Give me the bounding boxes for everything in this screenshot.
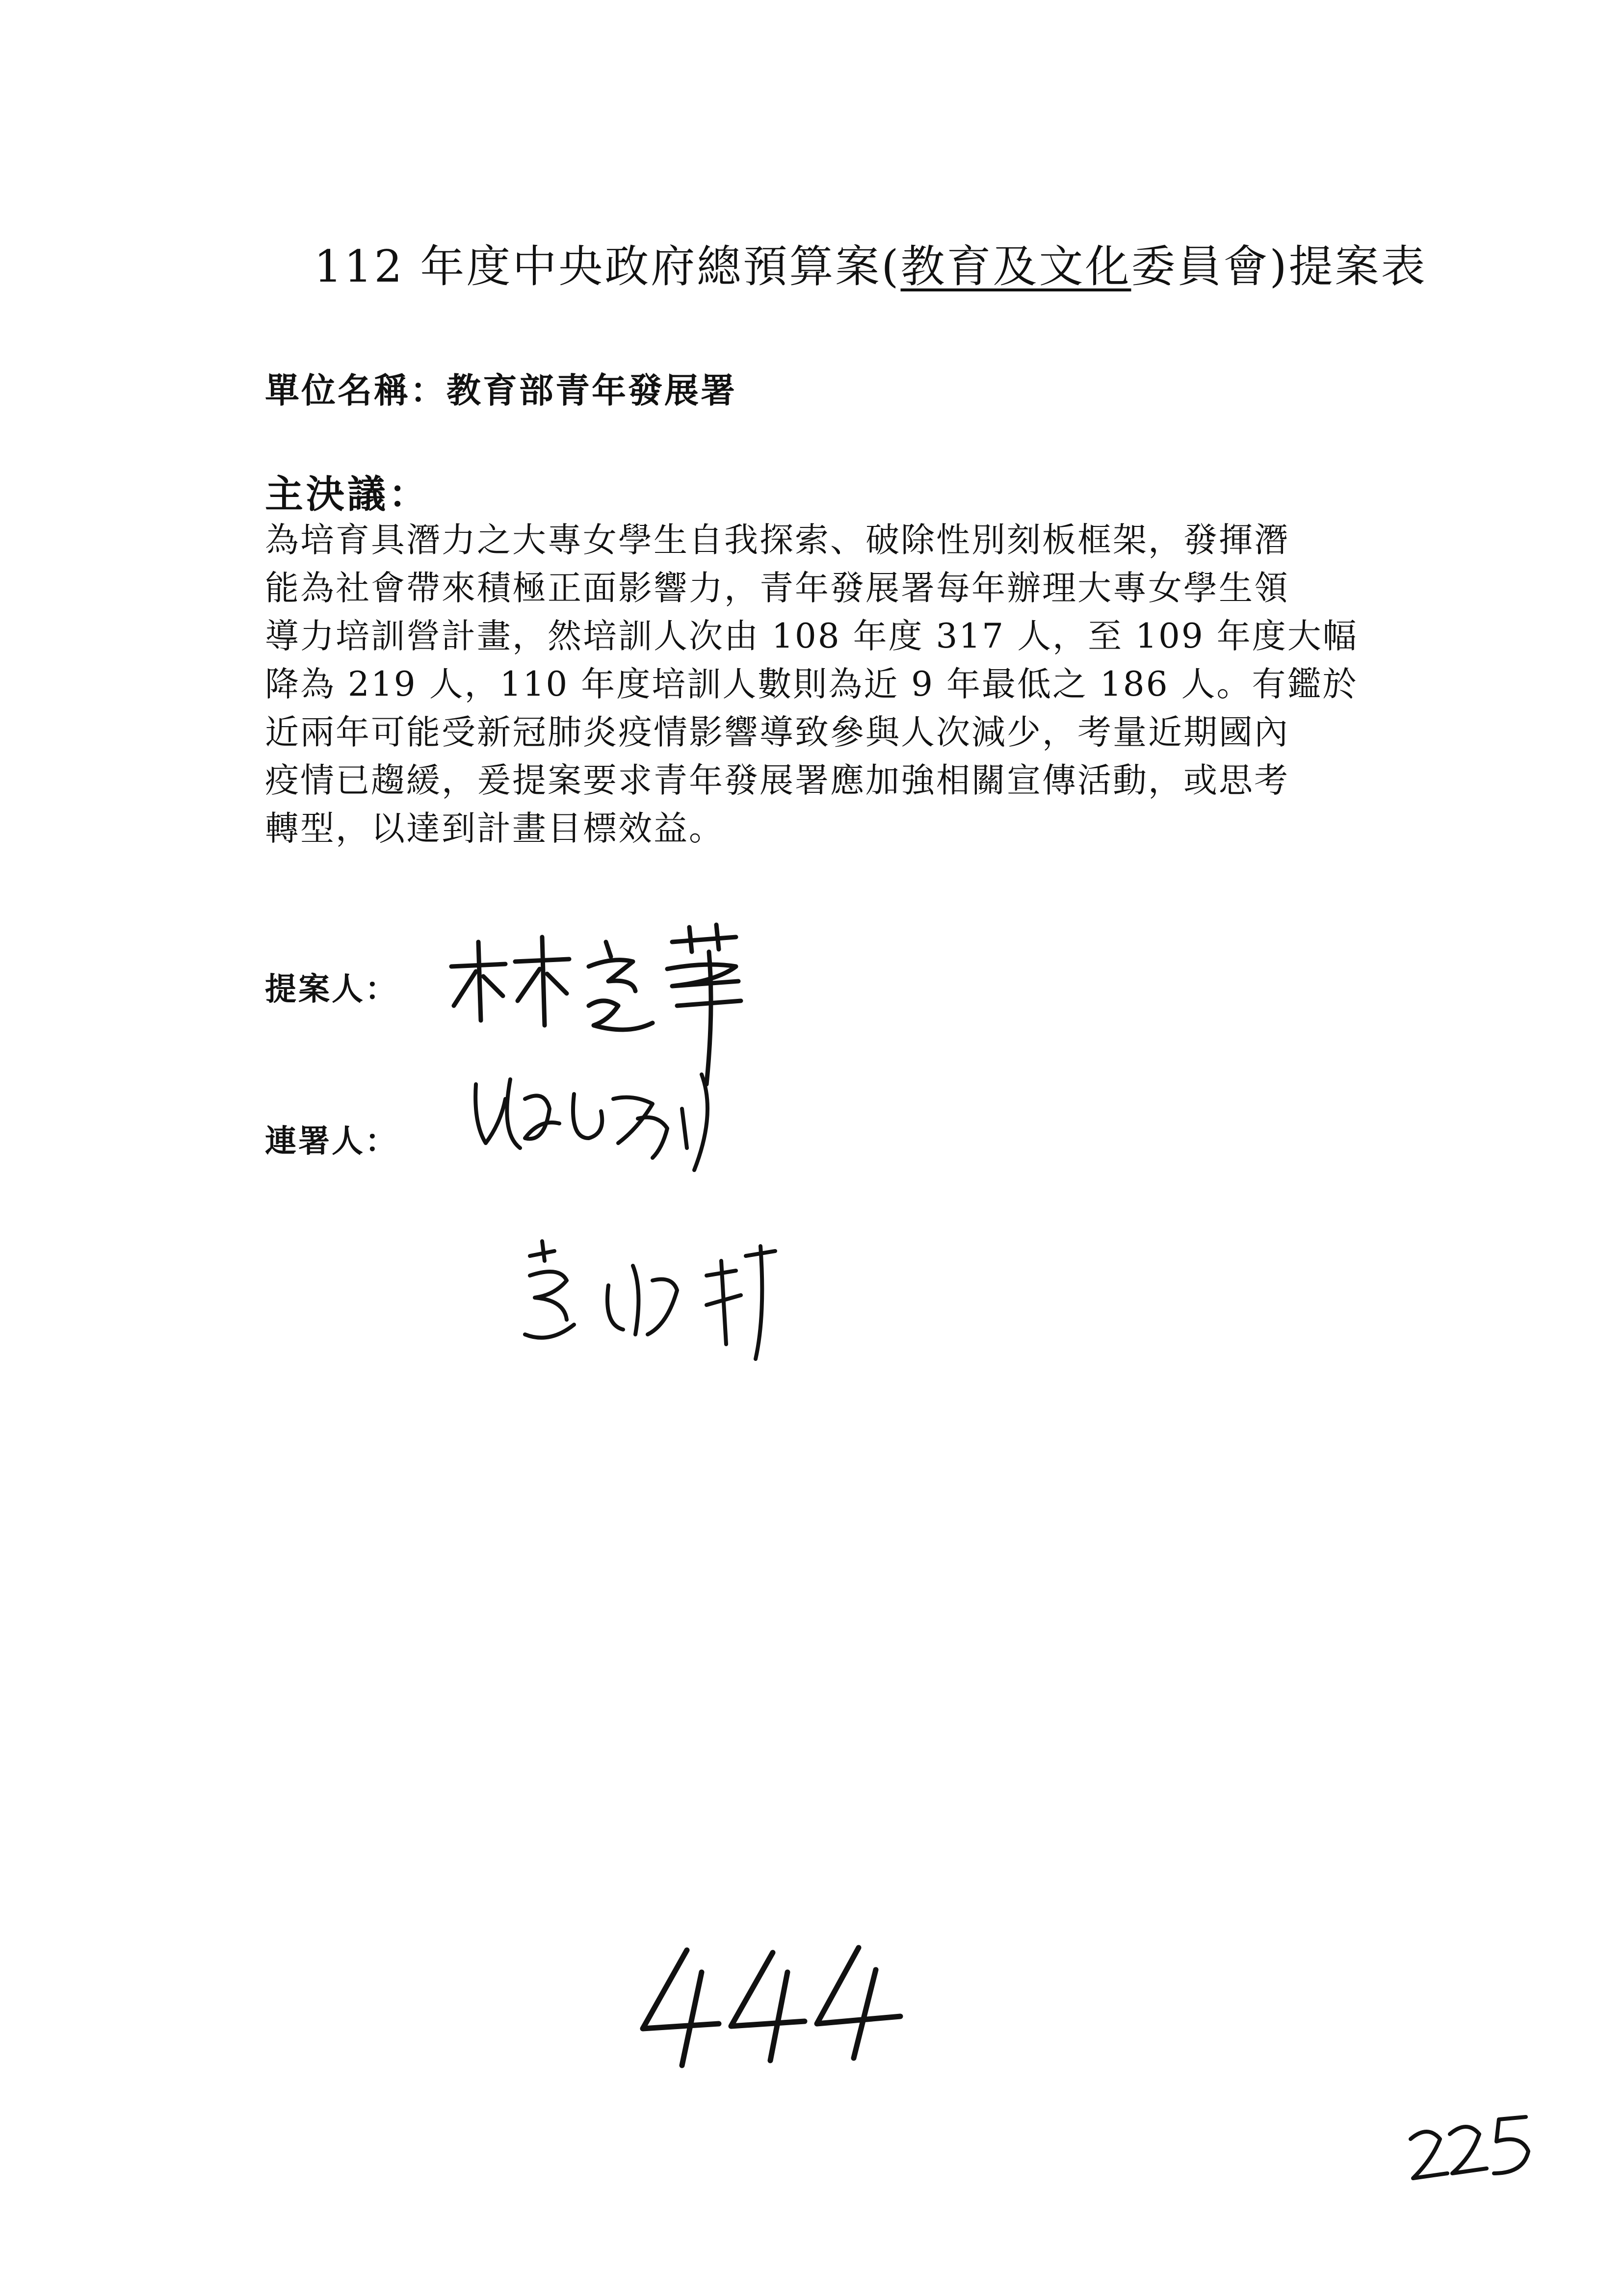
resolution-body — [265, 516, 1403, 853]
unit-line — [265, 363, 737, 413]
resolution-line: 導力培訓營計畫，然培訓人次由 108 年度 317 人，至 109 年度大幅 — [265, 617, 1358, 656]
cosigner-signature-1 — [471, 1065, 765, 1177]
resolution-line: 降為 219 人，110 年度培訓人數則為近 9 年最低之 186 人。有鑑於 — [265, 665, 1358, 704]
unit-name: 教育部青年發展署 — [446, 370, 737, 411]
resolution-line: 近兩年可能受新冠肺炎疫情影響導致參與人次減少，考量近期國內 — [265, 713, 1289, 752]
cosigner-signature-2 — [520, 1236, 814, 1393]
title-prefix: 112 年度中央政府總預算案( — [314, 241, 901, 292]
unit-label: 單位名稱： — [265, 370, 446, 411]
proposer-signature — [442, 922, 814, 1089]
resolution-line: 疫情已趨緩，爰提案要求青年發展署應加強相關宣傳活動，或思考 — [265, 761, 1289, 800]
resolution-heading: 主決議： — [265, 472, 430, 517]
handwritten-page-number — [1403, 2110, 1550, 2198]
handwritten-proposal-number — [633, 1943, 908, 2070]
cosigner-label: 連署人： — [265, 1123, 398, 1160]
resolution-line: 轉型，以達到計畫目標效益。 — [265, 809, 724, 848]
resolution-line: 為培育具潛力之大專女學生自我探索、破除性別刻板框架，發揮潛 — [265, 521, 1289, 560]
title-suffix: 委員會)提案表 — [1131, 241, 1427, 292]
resolution-line: 能為社會帶來積極正面影響力，青年發展署每年辦理大專女學生領 — [265, 569, 1289, 608]
page-title — [314, 231, 1427, 294]
title-committee: 教育及文化 — [900, 241, 1131, 292]
proposer-label: 提案人： — [265, 971, 398, 1008]
